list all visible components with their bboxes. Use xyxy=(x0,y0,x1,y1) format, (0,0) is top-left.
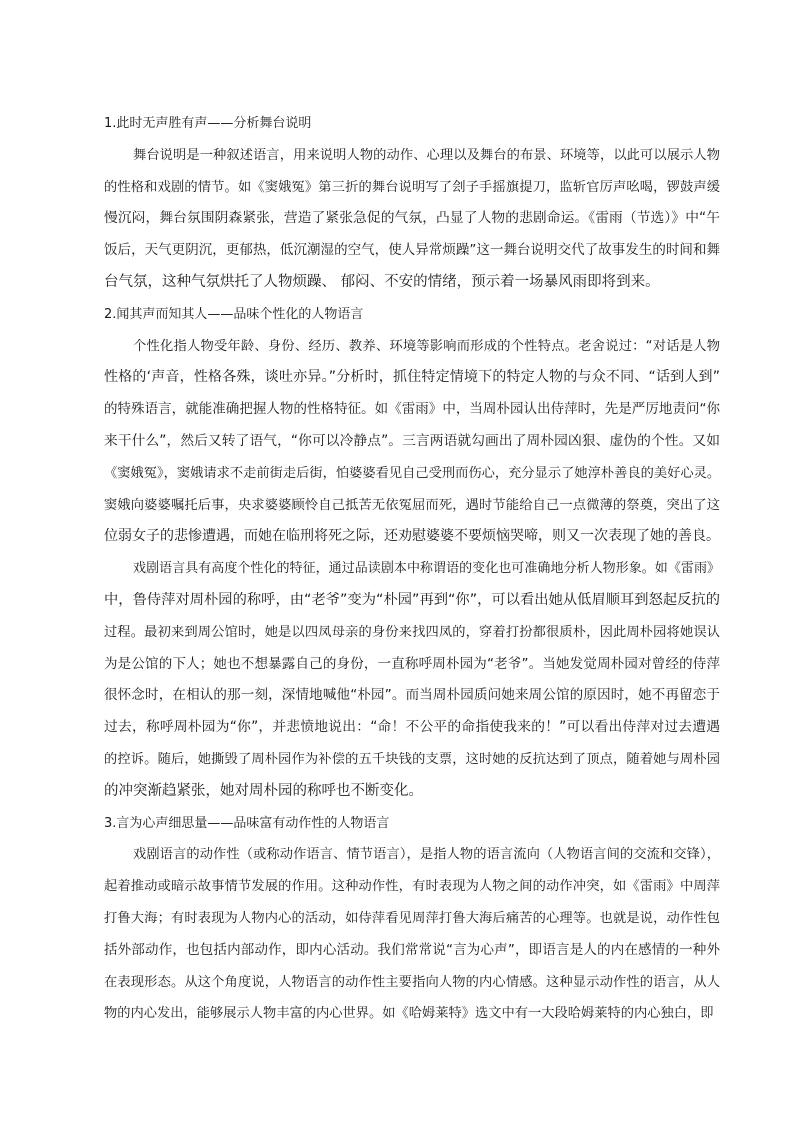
paragraph-line: 窦娥向婆婆嘱托后事，央求婆婆顾怜自己抵苦无依冤屈而死，遇时节能给自己一点微薄的祭奠，突出了这 xyxy=(104,497,720,513)
section-heading: 1.此时无声胜有声——分析舞台说明 xyxy=(104,116,312,131)
paragraph-line: 在表现形态。从这个角度说，人物语言的动作性主要指向人物的内心情感。这种显示动作性的语言，从人 xyxy=(104,974,720,990)
section-heading: 3.言为心声细思量——品味富有动作性的人物语言 xyxy=(104,815,390,831)
paragraph-line: 舞台说明是一种叙述语言，用来说明人物的动作、心理以及舞台的布景、环境等，以此可以展示人物 xyxy=(133,147,720,163)
paragraph-line: 中，鲁侍萍对周朴园的称呼，由“老爷”变为“朴园”再到“你”，可以看出她从低眉顺耳到怒起反抗的 xyxy=(104,591,720,608)
paragraph-line: 的特殊语言，就能准确把握人物的性格特征。如《雷雨》中，当周朴园认出侍萍时，先是严厉地责问“你 xyxy=(104,401,720,418)
paragraph-line: 物的内心发出，能够展示人物丰富的内心世界。如《哈姆莱特》选文中有一大段哈姆莱特的内心独白，即 xyxy=(104,1006,714,1022)
paragraph-line: 起着推动或暗示故事情节发展的作用。这种动作性，有时表现为人物之间的动作冲突，如《雷雨》中周萍 xyxy=(104,879,720,895)
paragraph-line: 打鲁大海；有时表现为人物内心的活动，如侍萍看见周萍打鲁大海后痛苦的心理等。也就是说，动作性包 xyxy=(104,910,720,926)
paragraph-line: 位弱女子的悲惨遭遇，而她在临刑将死之际，还劝慰婆婆不要烦恼哭啼，则又一次表现了她的善良。 xyxy=(104,528,720,545)
document-body xyxy=(104,108,720,1030)
paragraph-line: 性格的‘声音，性格各殊，谈吐亦异。”分析时，抓住特定情境下的特定人物的与众不同、“话到人到” xyxy=(104,369,720,386)
paragraph-line: 的控诉。随后，她撕毁了周朴园作为补偿的五千块钱的支票，这时她的反抗达到了顶点，随着她与周朴园 xyxy=(104,751,720,767)
paragraph-line: 的冲突渐趋紧张，她对周朴园的称呼也不断变化。 xyxy=(104,782,423,799)
paragraph-line: 戏剧语言具有高度个性化的特征，通过品读剧本中称谓语的变化也可准确地分析人物形象。如《雷雨》 xyxy=(133,561,720,577)
paragraph-line: 过程。最初来到周公馆时，她是以四凤母亲的身份来找四凤的，穿着打扮都很质朴，因此周朴园将她误认 xyxy=(104,624,720,640)
paragraph-line: 饭后，天气更阴沉，更郁热，低沉潮湿的空气，使人异常烦躁”这一舞台说明交代了故事发生的时间和舞 xyxy=(104,242,720,259)
paragraph-line: 台气氛，这种气氛烘托了人物烦躁、 郁闷、不安的情绪，预示着一场暴风雨即将到来。 xyxy=(104,273,660,290)
paragraph-line: 的性格和戏剧的情节。如《窦娥冤》第三折的舞台说明写了刽子手摇旗提刀，监斩官厉声吆喝，锣鼓声缓 xyxy=(104,179,720,195)
paragraph-line: 括外部动作，也包括内部动作，即内心活动。我们常常说“言为心声”，即语言是人的内在感情的一种外 xyxy=(104,941,720,958)
paragraph-line: 《窦娥冤》，窦娥请求不走前街走后街，怕婆婆看见自己受刑而伤心，充分显示了她淳朴善良的美好心灵。 xyxy=(104,465,721,481)
paragraph-line: 戏剧语言的动作性（或称动作语言、情节语言），是指人物的语言流向（人物语言间的交流和交锋）， xyxy=(133,847,720,863)
paragraph-line: 个性化指人物受年龄、身份、经历、教养、环境等影响而形成的个性特点。老舍说过：“对话是人物 xyxy=(133,338,720,354)
paragraph-line: 来干什么”，然后又转了语气，“你可以冷静点”。三言两语就勾画出了周朴园凶狠、虚伪的个性。又如 xyxy=(104,432,720,449)
paragraph-line: 很怀念时，在相认的那一刻，深情地喊他“朴园”。而当周朴园质问她来周公馆的原因时，她不再留恋于 xyxy=(104,687,720,704)
paragraph-line: 为是公馆的下人；她也不想暴露自己的身份，一直称呼周朴园为“老爷”。当她发觉周朴园对曾经的侍萍 xyxy=(104,655,720,672)
paragraph-line: 过去，称呼周朴园为“你”，并悲愤地说出：“命！不公平的命指使我来的！”可以看出侍萍对过去遭遇 xyxy=(104,719,720,736)
paragraph-line: 慢沉闷，舞台氛围阴森紧张，营造了紧张急促的气氛，凸显了人物的悲剧命运。《雷雨（节选）》中“午 xyxy=(104,210,720,227)
section-heading: 2.闻其声而知其人——品味个性化的人物语言 xyxy=(104,306,364,322)
